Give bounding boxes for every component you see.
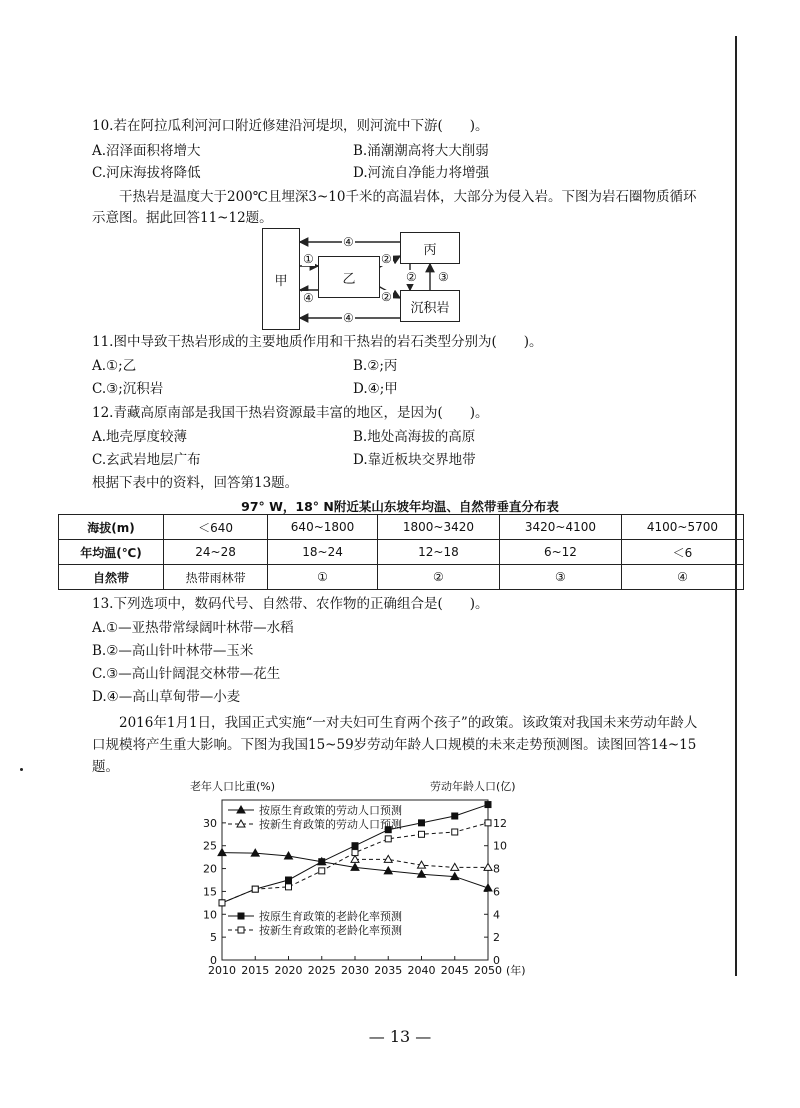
data-point: [485, 820, 491, 826]
q11-option-c: C.③;沉积岩: [92, 381, 164, 397]
table-head-cell: 自然带: [59, 565, 164, 590]
q11-stem: 11.图中导致干热岩形成的主要地质作用和干热岩的岩石类型分别为( )。: [92, 334, 543, 350]
data-point: [319, 859, 325, 865]
box-sedimentary-rock: 沉积岩: [400, 290, 460, 322]
table-title: 97° W，18° N附近某山东坡年均温、自然带垂直分布表: [241, 499, 559, 514]
label-3: ③: [438, 270, 449, 284]
left-tick-label: 0: [210, 954, 217, 967]
x-tick-label: 2030: [341, 964, 369, 977]
hot-dry-rock-intro: 干热岩是温度大于200℃且埋深3~10千米的高温岩体，大部分为侵入岩。下图为岩石圈物质循环示意图。据此回答11~12题。: [92, 189, 697, 226]
box-yi: 乙: [318, 256, 380, 298]
q10-option-d: D.河流自净能力将增强: [353, 165, 490, 181]
table-cell: 24~28: [164, 540, 268, 565]
q11-option-a: A.①;乙: [92, 358, 137, 374]
right-tick-label: 6: [493, 885, 500, 899]
x-unit-label: (年): [506, 964, 526, 977]
left-tick-label: 10: [203, 908, 217, 922]
table-cell: 1800~3420: [377, 515, 499, 540]
page-number: — 13 —: [368, 1027, 432, 1046]
table-row: [59, 540, 744, 565]
q13-stem: 13.下列选项中，数码代号、自然带、农作物的正确组合是( )。: [92, 596, 489, 612]
q13-option-a: A.①—亚热带常绿阔叶林带—水稻: [92, 620, 294, 636]
table-cell: ①: [268, 565, 378, 590]
x-tick-label: 2025: [307, 964, 336, 977]
x-tick-label: 2015: [241, 964, 270, 977]
q10-option-a: A.沼泽面积将增大: [92, 143, 201, 159]
label-2-vertical: ②: [406, 270, 417, 284]
right-tick-label: 2: [493, 931, 500, 945]
q12-option-b: B.地处高海拔的高原: [353, 429, 476, 445]
box-jia: 甲: [262, 228, 300, 330]
table-cell: 3420~4100: [499, 515, 621, 540]
right-tick-label: 10: [493, 839, 507, 853]
table-cell: 18~24: [268, 540, 378, 565]
left-tick-label: 20: [203, 862, 217, 876]
q12-stem: 12.青藏高原南部是我国干热岩资源最丰富的地区，是因为( )。: [92, 405, 489, 421]
right-tick-label: 12: [493, 816, 507, 830]
data-point: [218, 849, 226, 856]
right-tick-label: 0: [493, 954, 500, 967]
x-tick-label: 2045: [440, 964, 469, 977]
data-point: [219, 900, 225, 906]
table-row: [59, 515, 744, 540]
q13-option-d: D.④—高山草甸带—小麦: [92, 689, 241, 705]
data-point: [485, 802, 491, 808]
legend-label: 按新生育政策的劳动人口预测: [259, 818, 402, 831]
table-cell: ＜6: [621, 540, 743, 565]
right-axis-label: 劳动年龄人口(亿): [430, 780, 516, 793]
q12-option-c: C.玄武岩地层广布: [92, 452, 201, 468]
elevation-table: [58, 514, 744, 590]
q13-option-b: B.②—高山针叶林带—玉米: [92, 643, 254, 659]
table-cell: ④: [621, 565, 743, 590]
data-point: [452, 829, 458, 835]
legend-label: 按原生育政策的老龄化率预测: [259, 910, 402, 923]
population-forecast-chart: [180, 776, 530, 990]
x-tick-label: 2040: [407, 964, 436, 977]
data-point: [319, 868, 325, 874]
x-tick-label: 2010: [208, 964, 236, 977]
q11-option-b: B.②;丙: [353, 358, 398, 374]
margin-dot: [20, 768, 23, 771]
data-point: [238, 913, 244, 919]
data-point: [484, 863, 492, 870]
q12-option-d: D.靠近板块交界地带: [353, 452, 476, 468]
table-row: [59, 565, 744, 590]
population-intro: 2016年1月1日，我国正式实施“一对夫妇可生育两个孩子”的政策。该政策对我国未来劳动年龄人口规模将产生重大影响。下图为我国15~59岁劳动年龄人口规模的未来走势预测图。读图回答14~15题。: [92, 715, 698, 775]
data-point: [452, 813, 458, 819]
data-point: [419, 820, 425, 826]
q11-option-d: D.④;甲: [353, 381, 398, 397]
data-point: [352, 850, 358, 856]
left-tick-label: 15: [203, 885, 217, 899]
data-point: [238, 927, 244, 933]
table-cell: 640~1800: [268, 515, 378, 540]
left-tick-label: 25: [203, 839, 217, 853]
box-bing: 丙: [400, 232, 460, 264]
table-cell: 4100~5700: [621, 515, 743, 540]
legend-label: 按原生育政策的劳动人口预测: [259, 804, 402, 817]
q12-option-a: A.地壳厚度较薄: [92, 429, 188, 445]
table-cell: 12~18: [377, 540, 499, 565]
q10-option-c: C.河床海拔将降低: [92, 165, 201, 181]
data-point: [352, 843, 358, 849]
legend-label: 按新生育政策的老龄化率预测: [259, 924, 402, 937]
table-cell: ③: [499, 565, 621, 590]
data-point: [286, 877, 292, 883]
table-cell: 6~12: [499, 540, 621, 565]
q10-stem: 10.若在阿拉瓜利河河口附近修建沿河堤坝，则河流中下游( )。: [92, 118, 489, 134]
table-head-cell: 海拔(m): [59, 515, 164, 540]
left-axis-label: 老年人口比重(%): [190, 780, 276, 793]
label-4-top: ④: [343, 235, 354, 249]
data-point: [252, 886, 258, 892]
x-tick-label: 2020: [274, 964, 303, 977]
x-tick-label: 2050: [474, 964, 502, 977]
left-tick-label: 30: [203, 816, 217, 830]
label-1: ①: [303, 252, 314, 266]
left-tick-label: 5: [210, 931, 217, 945]
label-2-upper: ②: [381, 252, 392, 266]
q13-option-c: C.③—高山针阔混交林带—花生: [92, 666, 281, 682]
q10-option-b: B.涌潮潮高将大大削弱: [353, 143, 489, 159]
data-point: [385, 836, 391, 842]
data-point: [419, 831, 425, 837]
label-2-lower: ②: [381, 290, 392, 304]
rock-cycle-diagram: [260, 228, 470, 328]
data-point: [286, 884, 292, 890]
right-tick-label: 8: [493, 862, 500, 876]
table-cell: 热带雨林带: [164, 565, 268, 590]
label-4-bottom: ④: [343, 311, 354, 325]
table-cell: ＜640: [164, 515, 268, 540]
x-tick-label: 2035: [374, 964, 403, 977]
table-intro: 根据下表中的资料，回答第13题。: [92, 475, 299, 491]
table-cell: ②: [377, 565, 499, 590]
table-head-cell: 年均温(℃): [59, 540, 164, 565]
label-4-mid: ④: [303, 291, 314, 305]
right-tick-label: 4: [493, 908, 500, 922]
data-point: [451, 863, 459, 870]
